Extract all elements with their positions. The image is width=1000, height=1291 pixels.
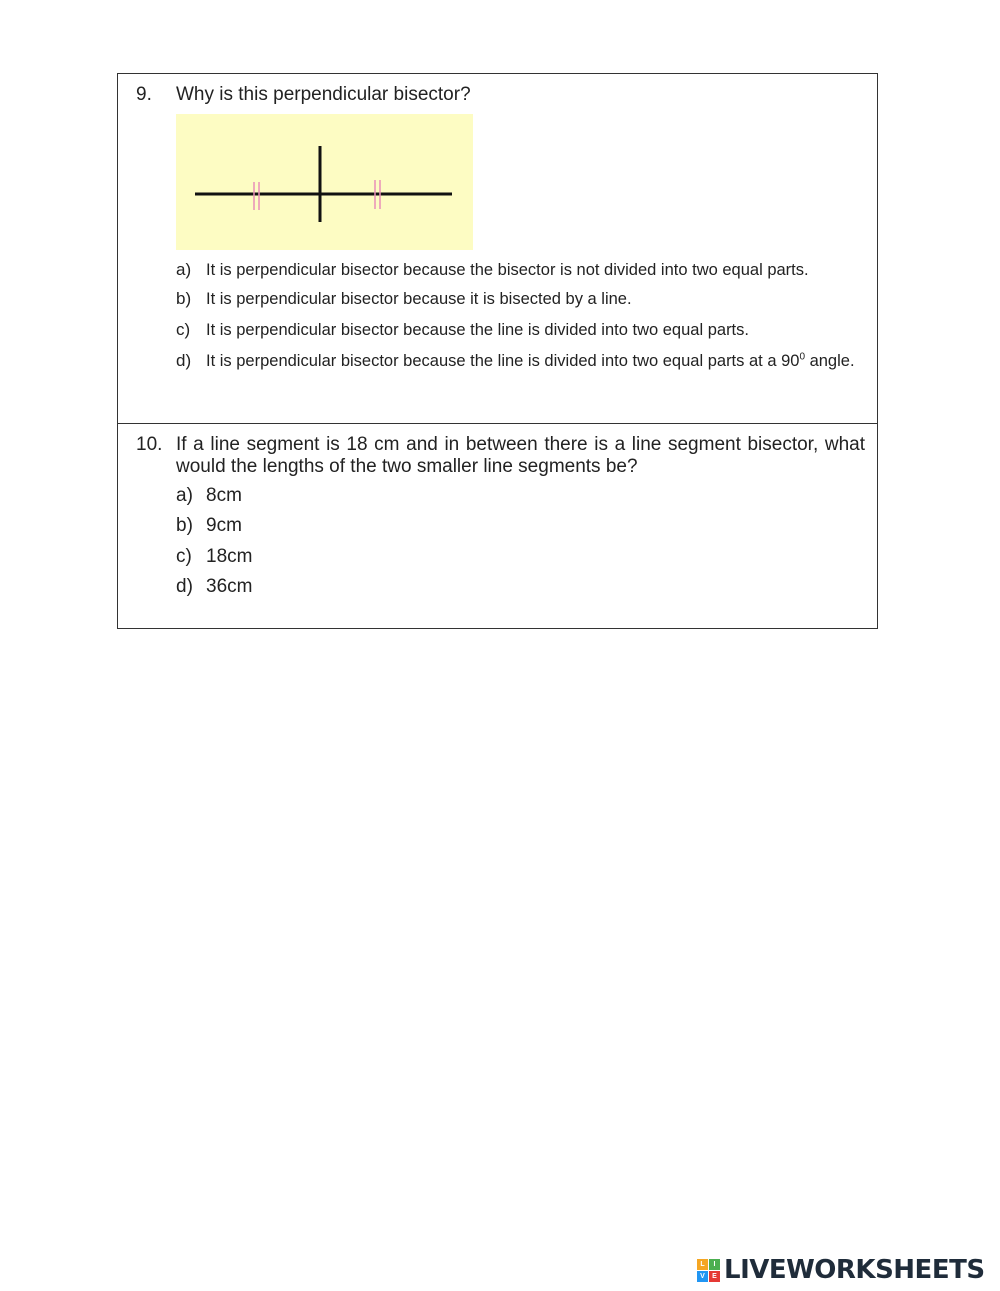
option-d[interactable]: d) It is perpendicular bisector because the line is divided into two equal parts at a $90^0$ angle. xyxy=(176,351,855,370)
option-b[interactable]: b) It is perpendicular bisector because it is bisected by a line. xyxy=(176,289,632,308)
worksheet-table xyxy=(117,73,878,629)
liveworksheets-logo[interactable] xyxy=(697,1256,985,1284)
option-b[interactable]: b) 9cm xyxy=(176,515,242,536)
option-a[interactable]: a) 8cm xyxy=(176,485,242,506)
option-c[interactable]: c) It is perpendicular bisector because the line is divided into two equal parts. xyxy=(176,320,749,339)
logo-text: LIVEWORKSHEETS xyxy=(724,1255,985,1285)
option-c[interactable]: c) 18cm xyxy=(176,546,253,567)
perpendicular-bisector-figure xyxy=(176,114,473,250)
logo-blocks-icon: L I V E xyxy=(697,1259,720,1282)
question-text: Why is this perpendicular bisector? xyxy=(176,84,471,105)
question-9 xyxy=(118,74,877,424)
option-d[interactable]: d) 36cm xyxy=(176,576,253,597)
question-number: 10. xyxy=(136,434,163,455)
question-number: 9. xyxy=(136,84,152,105)
question-text: If a line segment is 18 cm and in between there is a line segment bisector, what would the lengths of the two smaller line segments be? xyxy=(176,434,865,477)
option-a[interactable]: a) It is perpendicular bisector because the bisector is not divided into two equal parts. xyxy=(176,260,809,279)
question-10 xyxy=(118,424,877,628)
bisector-diagram xyxy=(176,114,473,250)
